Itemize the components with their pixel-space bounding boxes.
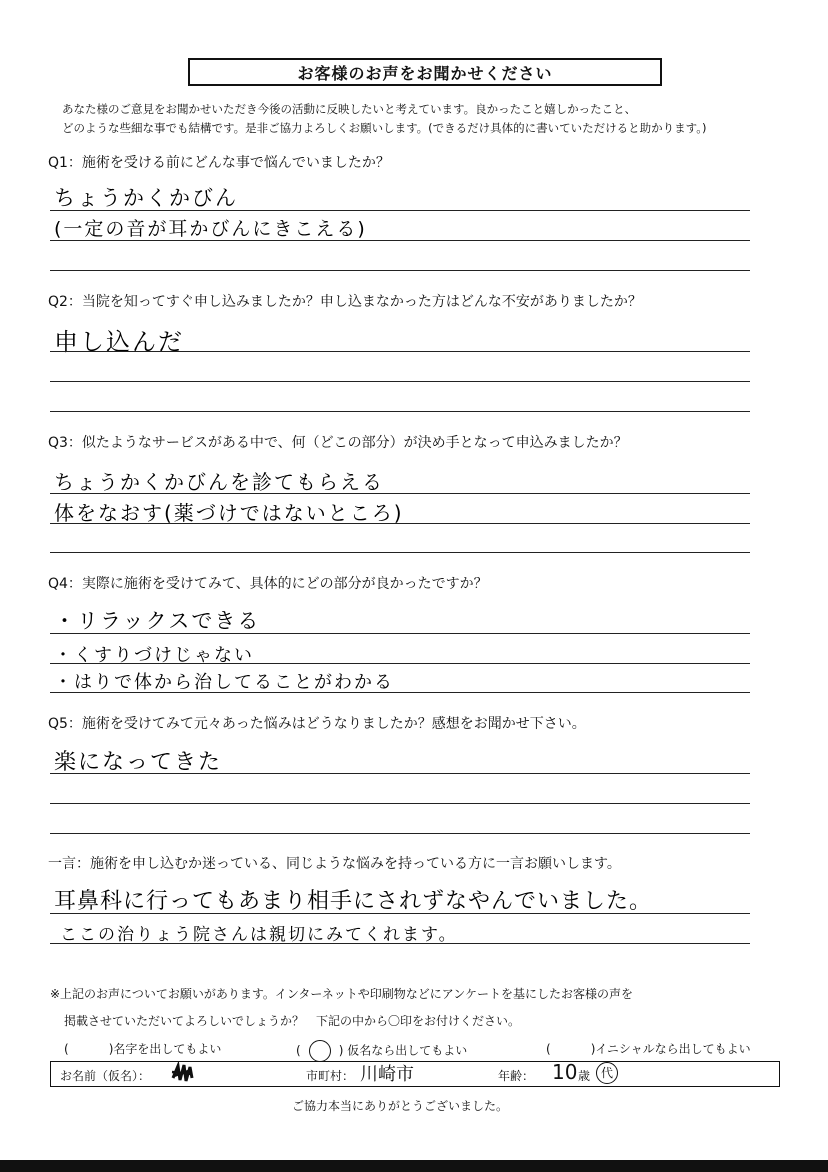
answer-line xyxy=(50,493,750,494)
info-box xyxy=(50,1061,780,1087)
answer-5-1: 楽になってきた xyxy=(54,750,223,775)
answer-4-2: ・くすりづけじゃない xyxy=(54,645,254,666)
answer-line xyxy=(50,773,750,774)
answer-2-1: 申し込んだ xyxy=(54,328,184,356)
option-initials[interactable]: ( )イニシャルなら出してもよい xyxy=(546,1042,751,1056)
answer-line xyxy=(50,552,750,553)
answer-6-1: 耳鼻科に行ってもあまり相手にされずなやんでいました。 xyxy=(54,889,653,914)
age-label: 年齢： xyxy=(498,1069,535,1083)
answer-line xyxy=(50,270,750,271)
question-hitokoto: 一言：施術を申し込むか迷っている、同じような悩みを持っている方に一言お願いします。 xyxy=(48,856,621,872)
answer-6-2: ここの治りょう院さんは親切にみてくれます。 xyxy=(60,925,458,945)
question-1: Q1：施術を受ける前にどんな事で悩んでいましたか？ xyxy=(48,155,390,171)
answer-line xyxy=(50,210,750,211)
answer-line xyxy=(50,240,750,241)
question-3: Q3：似たようなサービスがある中で、何（どこの部分）が決め手となって申込みましたか？ xyxy=(48,435,628,451)
answer-line xyxy=(50,523,750,524)
answer-3-1: ちょうかくかびんを診てもらえる xyxy=(54,470,384,494)
answer-line xyxy=(50,913,750,914)
answer-line xyxy=(50,351,750,352)
answer-line xyxy=(50,381,750,382)
answer-line xyxy=(50,943,750,944)
option-real-name-label: 名字を出してもよい xyxy=(113,1042,222,1056)
answer-line xyxy=(50,692,750,693)
answer-4-3: ・はりで体から治してることがわかる xyxy=(54,672,394,693)
intro-line-1: あなた様のご意見をお聞かせいただき今後の活動に反映したいと考えています。良かったこと嬉しかったこと、 xyxy=(62,102,637,116)
option-initials-label: イニシャルなら出してもよい xyxy=(595,1042,751,1056)
footer-bar xyxy=(0,1160,828,1172)
city-value: 川崎市 xyxy=(360,1064,414,1085)
age-decade: 代 xyxy=(596,1062,618,1084)
page-title: お客様のお声をお聞かせください xyxy=(188,58,662,86)
answer-4-1: ・リラックスできる xyxy=(54,609,261,633)
city-label: 市町村： xyxy=(306,1069,355,1083)
age-unit: 歳 xyxy=(578,1069,591,1083)
option-pseudonym[interactable]: ( ) 仮名なら出してもよい xyxy=(296,1040,467,1062)
name-label: お名前（仮名）： xyxy=(60,1069,151,1083)
question-4: Q4：実際に施術を受けてみて、具体的にどの部分が良かったですか？ xyxy=(48,576,488,592)
answer-1-1: ちょうかくかびん xyxy=(54,186,238,210)
name-scribble-icon xyxy=(170,1062,194,1084)
option-real-name[interactable]: ( )名字を出してもよい xyxy=(64,1042,222,1056)
answer-line xyxy=(50,803,750,804)
notice-line-1: ※上記のお声についてお願いがあります。インターネットや印刷物などにアンケートを基にしたお客様の声を xyxy=(50,987,634,1001)
selected-circle-icon xyxy=(309,1040,331,1062)
option-pseudonym-label: 仮名なら出してもよい xyxy=(347,1043,468,1058)
answer-1-2: (一定の音が耳かびんにきこえる) xyxy=(54,218,367,240)
thanks-text: ご協力本当にありがとうございました。 xyxy=(292,1099,509,1113)
answer-line xyxy=(50,663,750,664)
question-5: Q5：施術を受けてみて元々あった悩みはどうなりましたか？感想をお聞かせ下さい。 xyxy=(48,716,586,732)
answer-line xyxy=(50,633,750,634)
answer-line xyxy=(50,411,750,412)
age-value: 10 xyxy=(552,1060,578,1084)
answer-line xyxy=(50,833,750,834)
intro-line-2: どのような些細な事でも結構です。是非ご協力よろしくお願いします。(できるだけ具体的に書いていただけると助かります。) xyxy=(62,121,707,135)
answer-3-2: 体をなおす(薬づけではないところ) xyxy=(54,501,404,525)
question-2: Q2：当院を知ってすぐ申し込みましたか？申し込まなかった方はどんな不安がありましたか？ xyxy=(48,294,642,310)
intro-text xyxy=(62,100,706,138)
notice-line-2: 掲載させていただいてよろしいでしょうか？ 下記の中から〇印をお付けください。 xyxy=(64,1014,521,1028)
